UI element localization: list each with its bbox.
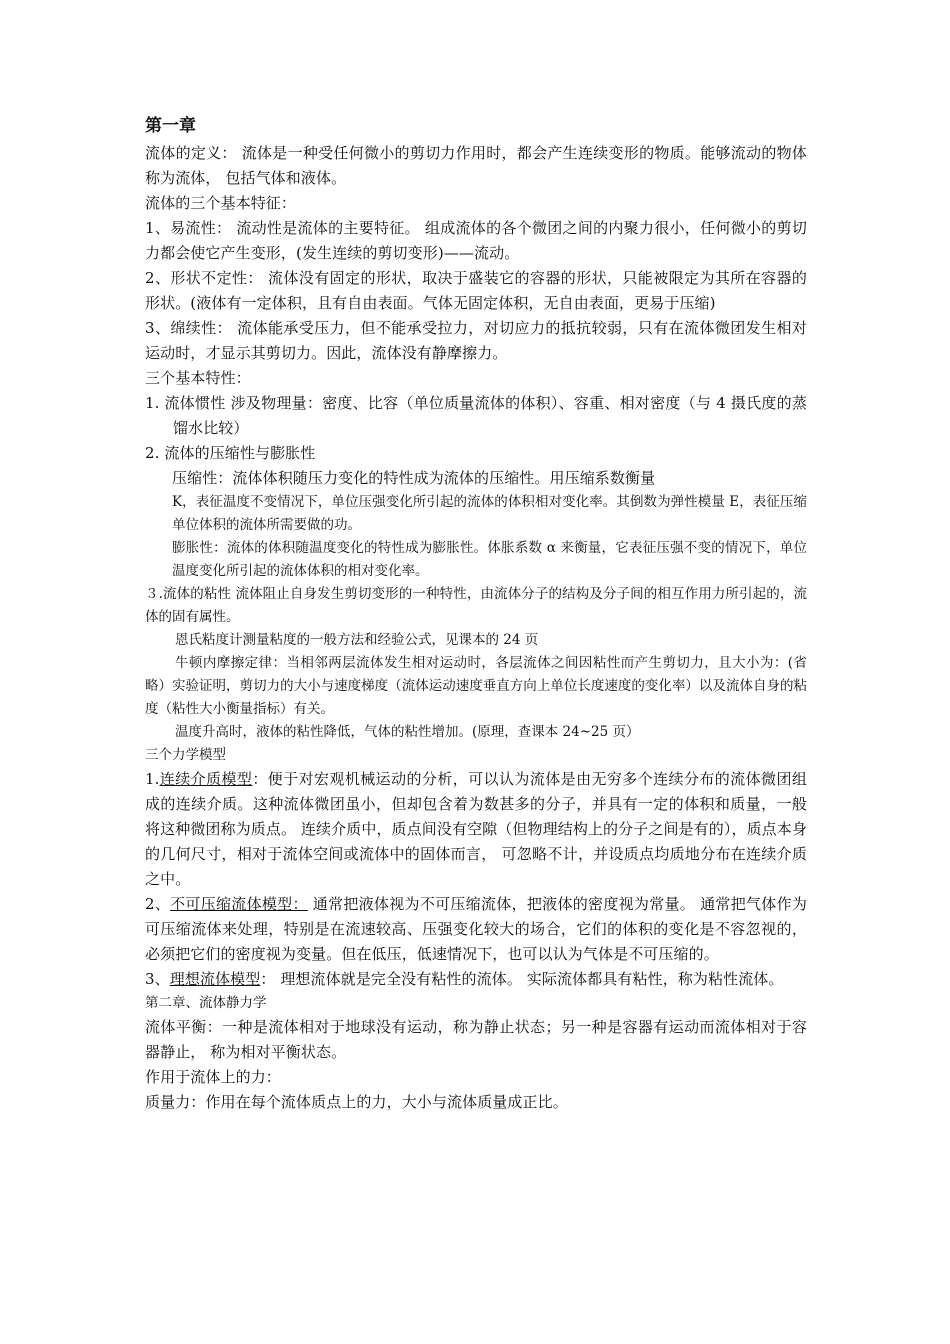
forces-heading: 作用于流体上的力： — [145, 1068, 281, 1086]
compressibility-a: 压缩性：流体体积随压力变化的特性成为流体的压缩性。用压缩系数衡量 — [172, 469, 656, 487]
property-inertia: 1. 流体惯性 涉及物理量：密度、比容（单位质量流体的体积）、容重、相对密度（与 4 摄氏度的蒸馏水比较） — [145, 394, 807, 437]
chapter-1-title: 第一章 — [145, 116, 196, 136]
fluid-definition: 流体的定义： 流体是一种受任何微小的剪切力作用时，都会产生连续变形的物质。能够流动的物体称为流体， 包括气体和液体。 — [145, 144, 807, 187]
three-models-heading: 三个力学模型 — [145, 747, 226, 763]
model-2-text: 通常把液体视为不可压缩流体，把液体的密度视为常量。 通常把气体作为可压缩流体来处理，特别是在流速较高、压强变化较大的场合，它们的体积的变化是不容忽视的，必须把它们的密度视为变量。但在低压，低速情况下，也可以认为气体是不可压缩的。 — [145, 895, 807, 963]
model-2-name: 不可压缩流体模型： — [170, 895, 308, 913]
model-3-name: 理想流体模型 — [169, 970, 261, 988]
feature-continuity: 3、绵续性： 流体能承受压力，但不能承受拉力，对切应力的抵抗较弱，只有在流体微团发生相对运动时，才显示其剪切力。因此，流体没有静摩擦力。 — [145, 319, 807, 362]
compressibility-b: K，表征温度不变情况下，单位压强变化所引起的流体的体积相对变化率。其倒数为弹性模量 E，表征压缩单位体积的流体所需要做的功。 — [172, 494, 807, 533]
model-1-name: 连续介质模型 — [159, 770, 253, 788]
mass-force: 质量力：作用在每个流体质点上的力，大小与流体质量成正比。 — [145, 1093, 568, 1111]
feature-fluidity: 1、易流性： 流动性是流体的主要特征。 组成流体的各个微团之间的内聚力很小，任何微小的剪切力都会使它产生变形，(发生连续的剪切变形)——流动。 — [145, 219, 807, 262]
property-viscosity: ３.流体的粘性 流体阻止自身发生剪切变形的一种特性，由流体分子的结构及分子间的相互作用力所引起的，流体的固有属性。 — [145, 586, 807, 625]
fluid-equilibrium: 流体平衡：一种是流体相对于地球没有运动，称为静止状态；另一种是容器有运动而流体相对于容器静止， 称为相对平衡状态。 — [145, 1018, 807, 1061]
three-properties-heading: 三个基本特性： — [145, 369, 251, 387]
model-1-text: ：便于对宏观机械运动的分析，可以认为流体是由无穷多个连续分布的流体微团组成的连续介质。这种流体微团虽小，但却包含着为数甚多的分子，并具有一定的体积和质量，一般将这种微团称为质点。 连续介质中，质点间没有空隙（但物理结构上的分子之间是有的），质点本身的几何尺寸，相对于流体空间或流体中的固体而言， 可忽略不计，并设质点均质地分布在连续介质之中。 — [145, 770, 807, 888]
model-1-number: 1. — [145, 770, 160, 788]
feature-shape: 2、形状不定性： 流体没有固定的形状，取决于盛装它的容器的形状，只能被限定为其所在容器的形状。(液体有一定体积，且有自由表面。气体无固定体积，无自由表面，更易于压缩) — [145, 269, 807, 312]
newton-friction-law: 牛顿内摩擦定律：当相邻两层流体发生相对运动时，各层流体之间因粘性而产生剪切力，且大小为：(省略）实验证明，剪切力的大小与速度梯度（流体运动速度垂直方向上单位长度速度的变化率）以及流体自身的粘度（粘性大小衡量指标）有关。 — [145, 655, 807, 717]
temperature-viscosity: 温度升高时，液体的粘性降低，气体的粘性增加。(原理，查课本 24~25 页） — [175, 724, 640, 740]
model-incompressible — [145, 892, 807, 967]
three-features-heading: 流体的三个基本特征： — [145, 194, 297, 212]
model-2-number: 2、 — [145, 895, 171, 913]
chapter-2-title: 第二章、流体静力学 — [145, 995, 267, 1011]
document-page — [145, 115, 807, 1115]
model-3-text: ： 理想流体就是完全没有粘性的流体。 实际流体都具有粘性，称为粘性流体。 — [260, 970, 784, 988]
model-ideal — [145, 967, 807, 992]
engler-viscometer: 恩氏粘度计测量粘度的一般方法和经验公式，见课本的 24 页 — [175, 632, 539, 648]
model-3-number: 3、 — [145, 970, 170, 988]
model-continuum — [145, 767, 807, 892]
expansibility: 膨胀性：流体的体积随温度变化的特性成为膨胀性。体胀系数 α 来衡量，它表征压强不变的情况下，单位温度变化所引起的流体体积的相对变化率。 — [172, 540, 807, 579]
property-compressibility: 2. 流体的压缩性与膨胀性 — [145, 444, 316, 462]
